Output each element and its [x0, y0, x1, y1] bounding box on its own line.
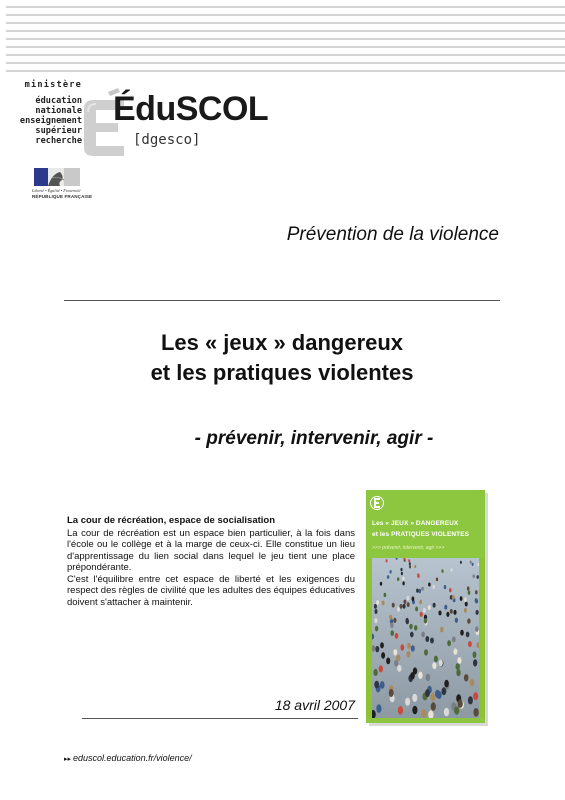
cover-title-line2: et les PRATIQUES VIOLENTES [372, 531, 470, 538]
crowd-figure [473, 659, 477, 666]
crowd-figure [397, 577, 399, 581]
footer-url-text[interactable]: eduscol.education.fr/violence/ [73, 753, 192, 763]
cover-title-line1: Les « JEUX » DANGEREUX [372, 520, 459, 527]
crowd-figure [458, 700, 463, 708]
crowd-figure [436, 578, 438, 582]
crowd-figure [418, 672, 422, 679]
crowd-figure [420, 612, 423, 617]
crowd-figure [390, 570, 392, 574]
crowd-figure [374, 681, 379, 689]
crowd-figure [468, 641, 472, 647]
crowd-figure [465, 602, 468, 607]
crowd-figure [450, 568, 452, 572]
crowd-figure [477, 575, 479, 579]
crowd-figure [460, 630, 464, 636]
crowd-figure [411, 645, 415, 651]
crowd-figure [464, 608, 467, 613]
crowd-figure [472, 563, 474, 566]
crowd-figure [464, 598, 467, 603]
crowd-figure [473, 708, 478, 717]
crowd-figure [416, 589, 419, 593]
crowd-figure [396, 655, 400, 662]
crowd-figure [421, 587, 424, 591]
crowd-figure [424, 618, 427, 623]
crowd-figure [393, 649, 397, 655]
crowd-figure [446, 612, 449, 617]
document-title-line1: Les « jeux » dangereux [160, 330, 404, 355]
header-stripes [0, 0, 565, 76]
crowd-figure [444, 605, 447, 610]
crowd-figure [389, 689, 394, 697]
republic-name: RÉPUBLIQUE FRANÇAISE [32, 194, 93, 199]
crowd-figure [379, 665, 383, 672]
crowd-figure [382, 601, 385, 606]
crowd-figure [468, 591, 471, 595]
crowd-figure [397, 607, 400, 612]
crowd-figure [450, 609, 453, 614]
publication-date: 18 avril 2007 [274, 697, 355, 713]
crowd-figure [386, 658, 390, 665]
crowd-figure [402, 577, 404, 581]
crowd-figure [373, 669, 377, 676]
crowd-figure [395, 633, 399, 639]
crowd-figure [466, 632, 470, 638]
crowd-figure [380, 582, 382, 586]
crowd-figure [415, 607, 418, 612]
crowd-figure [467, 618, 470, 623]
crowd-figure [453, 610, 456, 615]
ministry-line-education: éducation [35, 96, 82, 106]
crowd-figure [437, 691, 442, 699]
document-title-line2: et les pratiques violentes [150, 360, 414, 385]
crowd-figure [455, 618, 458, 623]
crowd-figure [468, 696, 473, 704]
crowd-figure [424, 649, 428, 655]
crowd-figure [376, 600, 379, 605]
crowd-figure [392, 603, 395, 608]
document-subtitle: - prévenir, intervenir, agir - [194, 428, 434, 449]
crowd-figure [457, 657, 461, 664]
republic-motto: Liberté • Égalité • Fraternité [32, 188, 81, 193]
crowd-figure [419, 589, 422, 593]
crowd-figure [401, 572, 403, 576]
crowd-figure [400, 604, 403, 609]
crowd-figure [473, 651, 477, 658]
crowd-figure [402, 581, 404, 585]
crowd-figure [412, 706, 417, 715]
crowd-figure [414, 565, 416, 568]
crowd-figure [454, 706, 459, 715]
date-separator [82, 718, 358, 719]
section-title: Prévention de la violence [286, 224, 499, 245]
intro-paragraph-2: C'est l'équilibre entre cet espace de liberté et les exigences du respect des règles de civilité que les adultes des équipes éducatives doivent s'attacher à maintenir. [67, 573, 355, 608]
marianne-logo-icon [34, 166, 82, 188]
crowd-figure [444, 708, 449, 717]
intro-paragraph-1: La cour de récréation est un espace bien particulier, à la fois dans l'école ou le collège et à la marge de ceux-ci. Elle constitue un lieu d'apprentissage du lien social dans lequel le jeu tient une place prépondérante. [67, 527, 355, 573]
crowd-figure [408, 559, 410, 562]
crowd-figure [444, 680, 449, 688]
document-title [64, 328, 500, 388]
crowd-figure [384, 593, 387, 597]
crowd-figure [393, 618, 396, 623]
crowd-figure [452, 595, 455, 600]
cover-tagline: >>> prévenir, intervenir, agir >>> [372, 545, 445, 551]
crowd-figure [409, 565, 411, 568]
crowd-figure [475, 626, 478, 632]
crowd-figure [375, 609, 378, 614]
crowd-figure [404, 600, 407, 605]
crowd-figure [407, 602, 410, 607]
crowd-figure [397, 665, 401, 672]
crowd-figure [421, 632, 425, 638]
crowd-figure [407, 596, 410, 601]
crowd-figure [452, 636, 456, 642]
crowd-figure [386, 559, 388, 562]
crowd-figure [406, 618, 409, 623]
crowd-figure [470, 561, 472, 564]
ministry-line-ministere: ministère [24, 80, 82, 90]
ministry-line-nationale: nationale [35, 106, 82, 116]
crowd-figure [432, 662, 436, 669]
crowd-figure [419, 600, 422, 605]
crowd-figure [412, 694, 417, 702]
cover-crowd-photo [372, 558, 479, 718]
crowd-figure [409, 562, 411, 565]
crowd-figure [425, 636, 429, 642]
crowd-figure [473, 692, 478, 700]
crowd-figure [433, 603, 436, 608]
crowd-figure [409, 624, 412, 630]
crowd-figure [470, 679, 475, 687]
crowd-figure [425, 689, 430, 697]
crowd-figure [380, 681, 385, 689]
crowd-figure [447, 640, 451, 646]
crowd-figure [438, 611, 441, 616]
crowd-figure [453, 648, 457, 654]
crowd-figure [440, 627, 443, 633]
crowd-figure [473, 574, 475, 578]
crowd-figure [456, 663, 460, 670]
crowd-figure [475, 599, 478, 604]
crowd-figure [421, 709, 426, 718]
ministry-line-enseignement: enseignement [19, 116, 82, 126]
crowd-figure [430, 638, 434, 644]
crowd-figure [431, 702, 436, 710]
crowd-figure [374, 604, 377, 609]
crowd-figure [467, 586, 470, 590]
ministry-line-recherche: recherche [35, 136, 82, 146]
crowd-figure [410, 672, 415, 679]
eduscol-brand: ÉduSCOL [113, 90, 269, 128]
crowd-figure [407, 643, 411, 649]
crowd-figure [460, 596, 463, 601]
crowd-figure [417, 573, 419, 577]
crowd-figure [433, 585, 436, 589]
crowd-figure [390, 630, 394, 636]
cover-footer-band [366, 718, 485, 723]
crowd-figure [464, 674, 469, 681]
crowd-figure [476, 610, 479, 615]
crowd-figure [375, 626, 378, 632]
crowd-figure [375, 646, 379, 652]
crowd-figure [400, 568, 402, 572]
dgesco-sub-brand: [dgesco] [133, 132, 201, 148]
crowd-figure [387, 575, 389, 579]
crowd-figure [460, 561, 462, 564]
crowd-figure [434, 656, 438, 663]
crowd-figure [412, 597, 415, 602]
crowd-figure [423, 608, 426, 613]
crowd-figure [376, 704, 381, 713]
crowd-figure [405, 698, 410, 706]
crowd-figure [441, 569, 443, 573]
brochure-cover [366, 490, 485, 723]
crowd-figure [398, 706, 403, 715]
crowd-figure [390, 623, 393, 629]
crowd-figure [428, 583, 431, 587]
crowd-figure [380, 642, 384, 648]
crowd-figure [407, 651, 411, 658]
crowd-figure [428, 605, 431, 610]
crowd-figure [410, 632, 414, 638]
crowd-figure [456, 669, 460, 676]
intro-heading: La cour de récréation, espace de socialisation [67, 515, 276, 526]
crowd-figure [400, 644, 404, 650]
crowd-figure [426, 674, 431, 681]
url-arrow-icon: ▸▸ [64, 756, 72, 763]
crowd-figure [403, 604, 406, 609]
header-stripes-margin [0, 0, 6, 76]
crowd-figure [389, 615, 392, 620]
footer-url[interactable] [64, 753, 192, 763]
crowd-figure [414, 625, 417, 631]
crowd-figure [475, 590, 478, 594]
crowd-figure [444, 585, 447, 589]
crowd-figure [449, 588, 452, 592]
crowd-figure [381, 652, 385, 659]
title-separator [64, 300, 500, 301]
crowd-figure [374, 618, 377, 623]
crowd-figure [430, 693, 435, 701]
intro-text-block [67, 515, 355, 608]
ministry-line-superieur: supérieur [35, 126, 82, 136]
crowd-figure [439, 660, 443, 667]
cover-e-logo-icon [370, 494, 384, 512]
